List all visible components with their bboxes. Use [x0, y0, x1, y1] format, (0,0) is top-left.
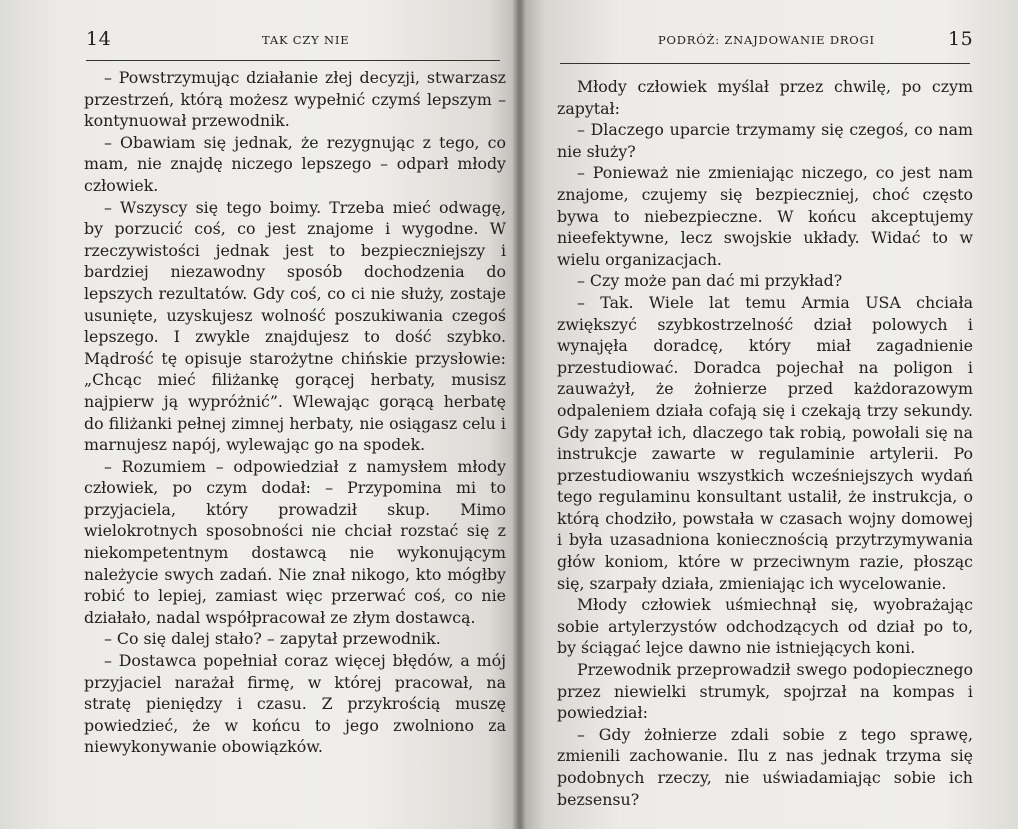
- paragraph: – Wszyscy się tego boimy. Trzeba mieć odwagę, by porzucić coś, co jest znajome i wygodne. W rzeczywistości jednak jest to bezpieczniejszy i bardziej niezawodny sposób dochodzenia do lepszych rezultatów. Gdy coś, co ci nie służy, zostaje usunięte, uzyskujesz wolność poszukiwania czegoś lepszego. I zwykle znajdujesz to dość szybko. Mądrość tę opisuje starożytne chińskie przysłowie: „Chcąc mieć filiżankę gorącej herbaty, musisz najpierw ją wypróżnić”. Wlewając gorącą herbatę do filiżanki pełnej zimnej herbaty, nie osiągasz celu i marnujesz napój, wylewając go na spodek.: [84, 197, 506, 455]
- running-head: PODRÓŻ: ZNAJDOWANIE DROGI: [658, 33, 875, 47]
- header-rule: [560, 63, 970, 64]
- right-page: [520, 0, 1018, 829]
- paragraph: – Dlaczego uparcie trzymamy się czegoś, co nam nie służy?: [557, 120, 973, 161]
- paragraph: – Tak. Wiele lat temu Armia USA chciała zwiększyć szybkostrzelność dział polowych i wynajęła doradcę, który miał zagadnienie przestudiować. Doradca pojechał na poligon i zauważył, że żołnierze przed każdorazowym odpaleniem działa cofają się i czekają trzy sekundy. Gdy zapytał ich, dlaczego tak robią, powołali się na instrukcje zawarte w regulaminie artylerii. Po przestudiowaniu wszystkich wcześniejszych wydań tego regulaminu konsultant ustalił, że instrukcja, o którą chodziło, powstała w czasach wojny domowej i była uzasadniona koniecznością przytrzymywania głów koniom, które w przeciwnym razie, płosząc się, szarpały działa, zmieniając ich wycelowanie.: [557, 292, 973, 593]
- paragraph: Młody człowiek uśmiechnął się, wyobrażając sobie artylerzystów odchodzących od dział po to, by ściągać lejce dawno nie istniejących koni.: [557, 595, 973, 658]
- paragraph: – Rozumiem – odpowiedział z namysłem młody człowiek, po czym dodał: – Przypomina mi to przyjaciela, który prowadził skup. Mimo wielokrotnych sposobności nie chciał rozstać się z niekompetentnym dostawcą nie wykonującym należycie swych zadań. Nie znał nikogo, kto mógłby robić to lepiej, zamiast więc przerwać coś, co nie działało, nadal współpracował ze złym dostawcą.: [84, 456, 506, 627]
- body-text: [557, 76, 973, 810]
- paragraph: – Dostawca popełniał coraz więcej błędów, a mój przyjaciel narażał firmę, w której pracował, na stratę pieniędzy i czasu. Z przykrością muszę powiedzieć, że w końcu to jego zwolniono za niewykonywanie obowiązków.: [84, 651, 506, 757]
- paragraph: – Powstrzymując działanie złej decyzji, stwarzasz przestrzeń, którą możesz wypełnić czymś lepszym – kontynuował przewodnik.: [84, 68, 506, 131]
- book-gutter: [512, 0, 526, 829]
- paragraph: – Co się dalej stało? – zapytał przewodnik.: [104, 629, 441, 649]
- paragraph: Przewodnik przeprowadził swego podopiecznego przez niewielki strumyk, spojrzał na kompas i powiedział:: [557, 660, 973, 723]
- paragraph: Młody człowiek myślał przez chwilę, po czym zapytał:: [557, 77, 973, 118]
- paragraph: – Gdy żołnierze zdali sobie z tego sprawę, zmienili zachowanie. Ilu z nas jednak trzyma się podobnych rzeczy, nie uświadamiając sobie ich bezsensu?: [557, 724, 973, 809]
- paragraph: – Ponieważ nie zmieniając niczego, co jest nam znajome, czujemy się bezpieczniej, choć często bywa to niebezpieczne. W końcu akceptujemy nieefektywne, lecz swojskie układy. Widać to w wielu organizacjach.: [557, 163, 973, 269]
- header-rule: [86, 60, 500, 61]
- body-text: [84, 67, 506, 758]
- paragraph: – Czy może pan dać mi przykład?: [577, 271, 843, 291]
- page-number: 15: [948, 28, 974, 50]
- paragraph: – Obawiam się jednak, że rezygnując z tego, co mam, nie znajdę niczego lepszego – odparł młody człowiek.: [84, 132, 506, 195]
- page-number: 14: [86, 28, 112, 50]
- running-head: TAK CZY NIE: [262, 33, 350, 47]
